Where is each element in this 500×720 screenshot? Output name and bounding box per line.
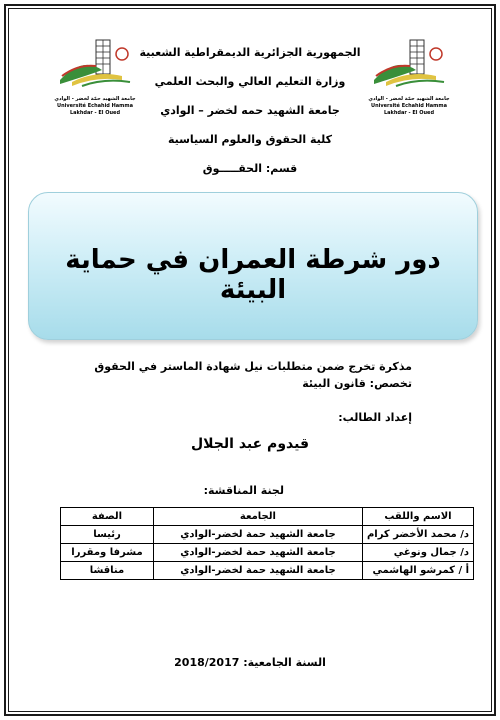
table-row — [61, 544, 474, 562]
thesis-specialty: تخصص: قانون البيئة — [302, 377, 412, 390]
logo-caption-latin: Université Echahid Hamma Lakhdar - El Oued — [371, 103, 447, 116]
member-university: جامعة الشهيد حمة لخضر-الوادي — [153, 562, 362, 580]
student-label: إعداد الطالب: — [338, 411, 412, 424]
header-faculty: كلية الحقوق والعلوم السياسية — [167, 133, 333, 146]
member-name: د/ محمد الأخضر كرام — [362, 526, 473, 544]
committee-table — [60, 507, 474, 580]
academic-year-label: السنة الجامعية: — [243, 656, 326, 669]
committee-label: لجنة المناقشة: — [203, 484, 284, 497]
header-republic: الجمهورية الجزائرية الديمقراطية الشعبية — [139, 46, 361, 59]
student-name: قيدوم عبد الجلال — [191, 436, 309, 452]
header-role: الصفة — [61, 508, 154, 526]
thesis-title: دور شرطة العمران في حماية البيئة — [65, 245, 441, 305]
thesis-purpose: مذكرة تخرج ضمن متطلبات نيل شهادة الماستر في الحقوق — [94, 360, 412, 373]
member-university: جامعة الشهيد حمة لخضر-الوادي — [153, 526, 362, 544]
member-name: د/ جمال ونوغي — [362, 544, 473, 562]
academic-year-value: 2018/2017 — [174, 656, 240, 669]
member-university: جامعة الشهيد حمة لخضر-الوادي — [153, 544, 362, 562]
academic-year — [0, 656, 500, 669]
header-university: جامعة الشهيد حمه لخضر – الوادي — [160, 104, 340, 117]
member-name: أ / كمرشو الهاشمي — [362, 562, 473, 580]
table-header-row — [61, 508, 474, 526]
member-role: رئيسا — [61, 526, 154, 544]
logo-caption-arabic: جامعة الشهيد حمّة لخضر - الوادي — [54, 96, 136, 102]
logo-caption-latin: Université Echahid Hamma Lakhdar - El Oued — [57, 103, 133, 116]
header-department: قسم: الحقـــــوق — [202, 162, 298, 175]
thesis-title-box — [28, 192, 478, 340]
logo-caption-arabic: جامعة الشهيد حمّة لخضر - الوادي — [368, 96, 450, 102]
header-university: الجامعة — [153, 508, 362, 526]
header-name: الاسم واللقب — [362, 508, 473, 526]
header-ministry: وزارة التعليم العالي والبحث العلمي — [154, 75, 346, 88]
table-row — [61, 526, 474, 544]
member-role: مناقشا — [61, 562, 154, 580]
member-role: مشرفا ومقررا — [61, 544, 154, 562]
table-row — [61, 562, 474, 580]
